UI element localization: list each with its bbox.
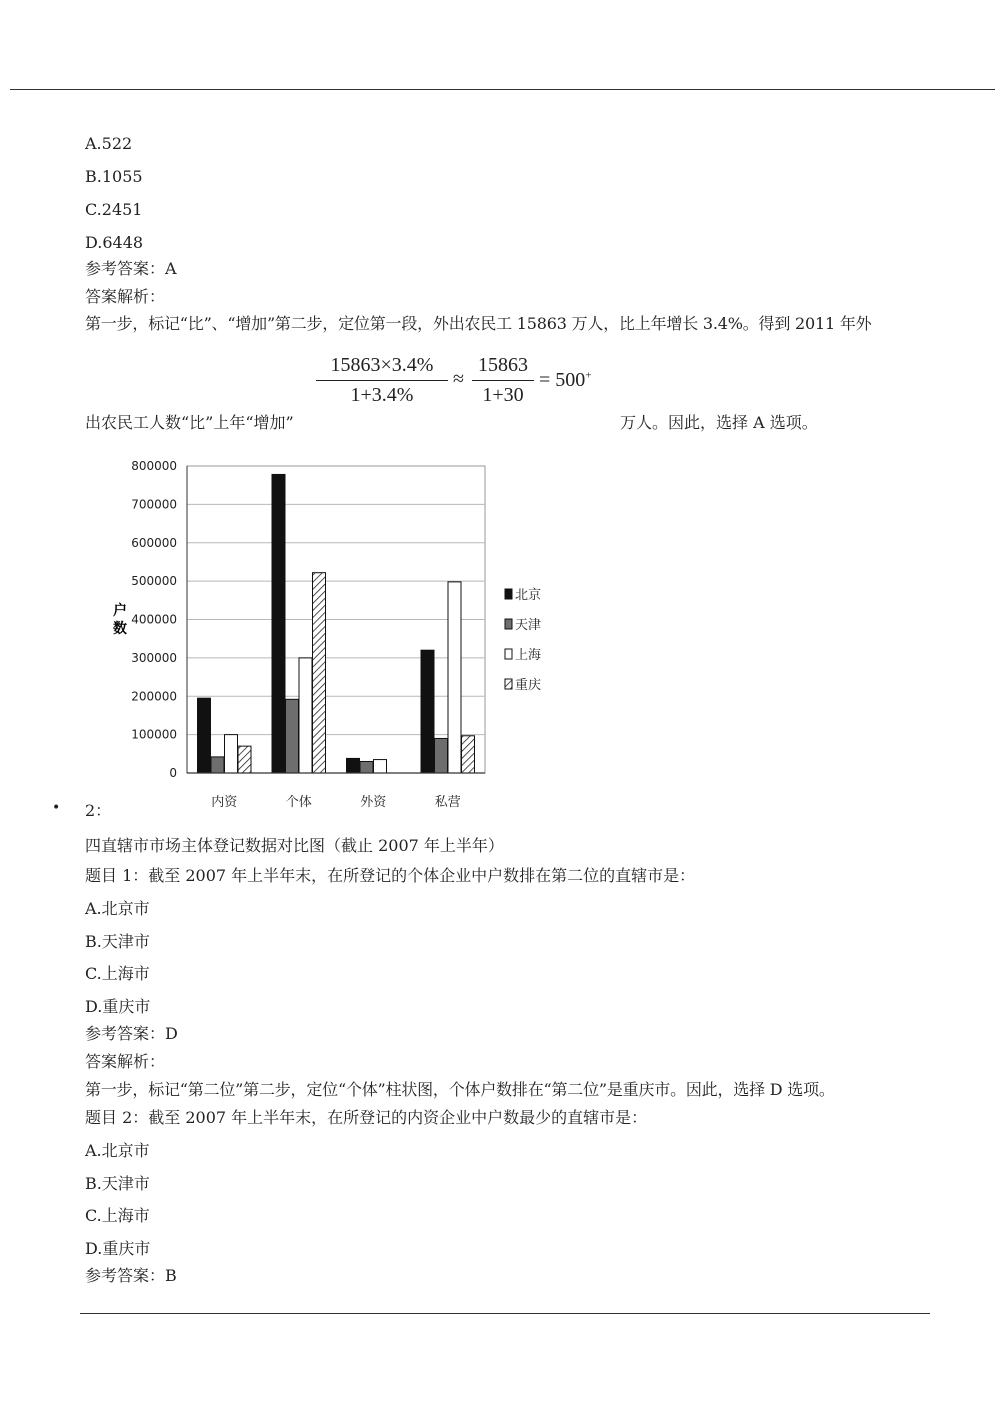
q2-option-c: C.上海市 — [85, 964, 150, 983]
formula-fraction-2-numerator: 15863 — [472, 354, 534, 381]
y-tick-label: 0 — [169, 766, 177, 780]
q2-title: 题目 1：截至 2007 年上半年末，在所登记的个体企业中户数排在第二位的直辖市是： — [85, 866, 696, 885]
formula-result — [539, 369, 592, 392]
formula-fraction-1-numerator: 15863×3.4% — [316, 354, 448, 381]
bar-tianjin — [211, 757, 224, 773]
bar-shanghai — [374, 760, 387, 773]
bar-chongqing — [462, 736, 475, 773]
q1-option-a: A.522 — [85, 134, 133, 153]
y-tick-label: 800000 — [131, 459, 177, 473]
formula-fraction-1 — [316, 354, 448, 407]
y-axis-label-char-2: 数 — [113, 621, 127, 637]
legend-swatch-shanghai — [505, 649, 512, 659]
q3-option-b: B.天津市 — [85, 1174, 150, 1193]
formula-result-superscript: + — [585, 369, 592, 382]
x-tick-label: 个体 — [285, 795, 312, 810]
item-number: 2： — [85, 801, 112, 820]
y-tick-label: 400000 — [131, 612, 177, 627]
formula-fraction-1-denominator: 1+3.4% — [350, 384, 414, 406]
legend-swatch-beijing — [505, 589, 512, 599]
bar-beijing — [198, 698, 211, 773]
chart-caption: 四直辖市市场主体登记数据对比图（截止 2007 年上半年） — [85, 836, 504, 855]
y-tick-label: 500000 — [131, 574, 177, 589]
q3-option-c: C.上海市 — [85, 1206, 150, 1225]
formula-fraction-2-denominator: 1+30 — [482, 384, 524, 406]
q1-analysis-text: 第一步，标记“比”、“增加”第二步，定位第一段，外出农民工 15863 万人，比上年增长 3.4%。得到 2011 年外 — [85, 314, 872, 333]
q1-option-b: B.1055 — [85, 167, 143, 186]
q3-title: 题目 2：截至 2007 年上半年末，在所登记的内资企业中户数最少的直辖市是： — [85, 1108, 648, 1127]
q2-analysis-label: 答案解析： — [85, 1052, 166, 1071]
q1-option-c: C.2451 — [85, 200, 143, 219]
bar-beijing — [421, 650, 434, 773]
q1-analysis-label: 答案解析： — [85, 287, 166, 306]
q1-conclusion-right: 万人。因此，选择 A 选项。 — [620, 413, 818, 432]
q3-answer: 参考答案：B — [85, 1266, 177, 1285]
q2-analysis-text: 第一步，标记“第二位”第二步，定位“个体”柱状图，个体户数排在“第二位”是重庆市。因此，选择 D 选项。 — [85, 1080, 835, 1099]
q1-conclusion-left: 出农民工人数“比”上年“增加” — [85, 413, 294, 432]
formula-approx: ≈ — [453, 368, 464, 390]
y-tick-label: 600000 — [131, 535, 177, 550]
legend-label-beijing: 北京 — [515, 588, 542, 603]
q2-option-a: A.北京市 — [85, 899, 150, 918]
q3-option-a: A.北京市 — [85, 1141, 150, 1160]
bar-beijing — [272, 474, 285, 773]
bar-tianjin — [286, 699, 299, 773]
bar-tianjin — [435, 738, 448, 773]
legend-label-chongqing: 重庆 — [515, 678, 542, 693]
bar-chongqing — [238, 746, 251, 773]
top-rule — [10, 89, 995, 90]
q1-option-d: D.6448 — [85, 233, 144, 252]
bottom-rule — [80, 1313, 930, 1314]
y-tick-label: 300000 — [131, 650, 177, 665]
y-tick-label: 100000 — [131, 727, 177, 742]
legend-label-shanghai: 上海 — [515, 648, 542, 663]
q3-option-d: D.重庆市 — [85, 1239, 151, 1258]
bar-chart — [100, 455, 560, 815]
q2-option-d: D.重庆市 — [85, 997, 151, 1016]
formula-fraction-2 — [472, 354, 534, 407]
bar-beijing — [347, 758, 360, 773]
x-tick-label: 私营 — [434, 795, 461, 810]
bar-shanghai — [225, 735, 238, 773]
y-tick-label: 200000 — [131, 689, 177, 704]
bar-shanghai — [448, 582, 461, 773]
q1-answer: 参考答案：A — [85, 259, 177, 278]
x-tick-label: 外资 — [360, 795, 387, 810]
y-axis-label-char-1: 户 — [113, 603, 127, 619]
formula-result-value: = 500 — [539, 369, 586, 391]
legend-swatch-chongqing — [505, 679, 512, 689]
legend-swatch-tianjin — [505, 619, 512, 629]
q2-option-b: B.天津市 — [85, 932, 150, 951]
list-bullet: • — [52, 800, 61, 816]
bar-shanghai — [299, 658, 312, 773]
legend-label-tianjin: 天津 — [515, 618, 542, 633]
q2-answer: 参考答案：D — [85, 1024, 178, 1043]
formula — [316, 354, 616, 414]
y-tick-label: 700000 — [131, 497, 177, 512]
bar-chongqing — [313, 573, 326, 773]
bar-tianjin — [360, 761, 373, 773]
x-tick-label: 内资 — [211, 795, 238, 810]
